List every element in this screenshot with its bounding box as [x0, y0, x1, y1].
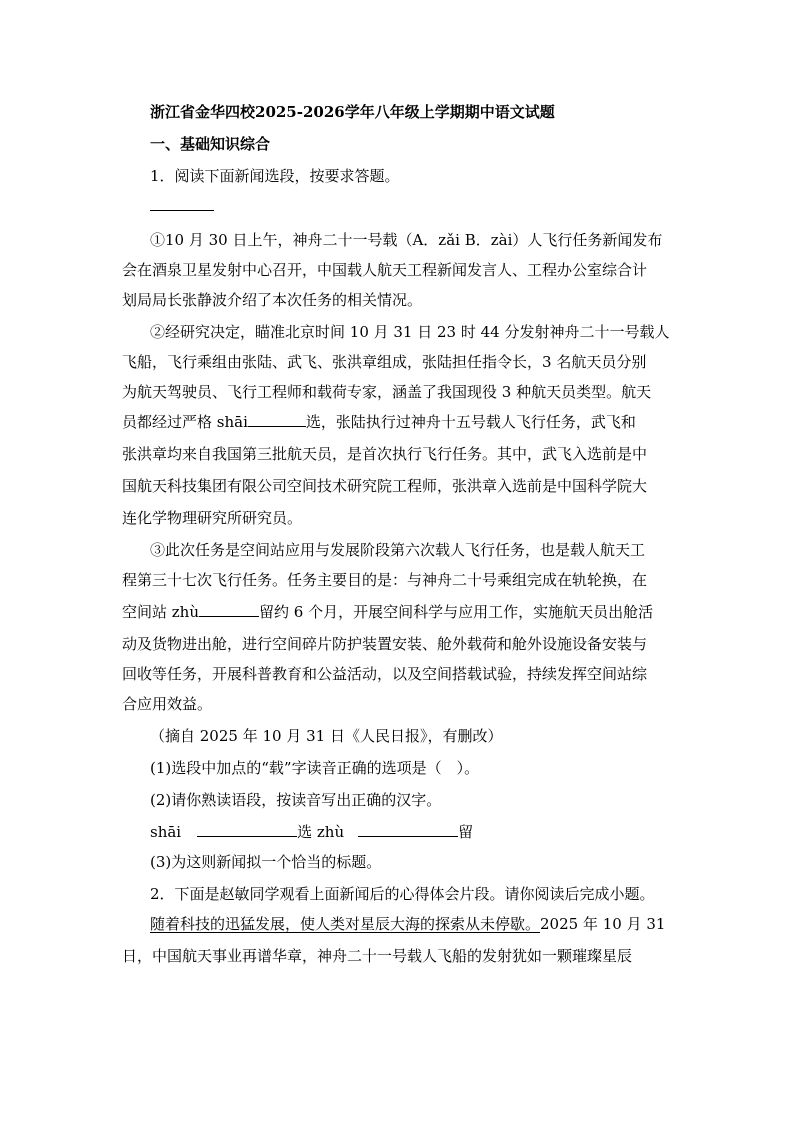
- question-1-stem: 1．阅读下面新闻选段，按要求答题。: [150, 167, 400, 185]
- sub-question-3: (3)为这则新闻拟一个恰当的标题。: [150, 853, 382, 871]
- pinyin-fill-row: [150, 822, 710, 842]
- para2-line5: 张洪章均来自我国第三批航天员，是首次执行飞行任务。其中，武飞入选前是中: [122, 445, 648, 463]
- para3-line4: 动及货物进出舱，进行空间碎片防护装置安装、舱外载荷和舱外设施设备安装与: [122, 635, 648, 653]
- reflection-line1: [150, 914, 710, 934]
- shai-answer-field[interactable]: [197, 822, 297, 837]
- underlined-sentence: 随着科技的迅猛发展，使人类对星辰大海的探索从未停歇。: [150, 915, 541, 933]
- para2-line4-start: 员都经过严格 shāi: [122, 413, 248, 431]
- shai-pinyin: shāi: [150, 823, 182, 841]
- sub-question-1: (1)选段中加点的“载”字读音正确的选项是（ ）。: [150, 759, 480, 777]
- para3-line1: ③此次任务是空间站应用与发展阶段第六次载人飞行任务，也是载人航天工: [150, 541, 646, 559]
- para3-line3-start: 空间站 zhù: [122, 603, 199, 621]
- sub-question-2: (2)请你熟读语段，按读音写出正确的汉字。: [150, 791, 442, 809]
- reflection-line2: 日，中国航天事业再谱华章，神舟二十一号载人飞船的发射犹如一颗璀璨星辰: [122, 947, 633, 965]
- news-source: （摘自 2025 年 10 月 31 日《人民日报》，有删改）: [150, 727, 503, 745]
- question-2-stem: 2．下面是赵敏同学观看上面新闻后的心得体会片段。请你阅读后完成小题。: [150, 885, 655, 903]
- para3-line2: 程第三十七次飞行任务。任务主要目的是：与神舟二十号乘组完成在轨轮换，在: [122, 571, 648, 589]
- para3-line3-end: 留约 6 个月，开展空间科学与应用工作，实施航天员出舱活: [259, 603, 654, 621]
- headline-blank[interactable]: [150, 210, 214, 211]
- para2-line1: ②经研究决定，瞄准北京时间 10 月 31 日 23 时 44 分发射神舟二十一号载人: [150, 323, 670, 341]
- para1-line3: 划局局长张静波介绍了本次任务的相关情况。: [122, 291, 423, 309]
- para2-line2: 飞船，飞行乘组由张陆、武飞、张洪章组成，张陆担任指令长，3 名航天员分别: [122, 353, 647, 371]
- zhu-pinyin: zhù: [316, 823, 345, 841]
- shai-blank[interactable]: [248, 412, 306, 427]
- para2-line4: [122, 412, 682, 432]
- zhu-answer-field[interactable]: [358, 822, 458, 837]
- reflection-line1-tail: 2025 年 10 月 31: [540, 915, 666, 933]
- exam-title: 浙江省金华四校2025-2026学年八年级上学期期中语文试题: [150, 103, 555, 121]
- section-heading: 一、基础知识综合: [150, 135, 271, 153]
- para1-line2: 会在酒泉卫星发射中心召开，中国载人航天工程新闻发言人、工程办公室综合计: [122, 261, 648, 279]
- para2-line3: 为航天驾驶员、飞行工程师和载荷专家，涵盖了我国现役 3 种航天员类型。航天: [122, 383, 652, 401]
- liu-char: 留: [458, 823, 474, 841]
- para3-line3: [122, 602, 682, 622]
- para3-line6: 合应用效益。: [122, 695, 213, 713]
- para1-line1: ①10 月 30 日上午，神舟二十一号载（A．zǎi B．zài）人飞行任务新闻发布: [150, 231, 663, 249]
- para2-line4-end: 选，张陆执行过神舟十五号载人飞行任务，武飞和: [305, 413, 636, 431]
- zhu-blank[interactable]: [199, 602, 259, 617]
- para2-line6: 国航天科技集团有限公司空间技术研究院工程师，张洪章入选前是中国科学院大: [122, 477, 648, 495]
- para2-line7: 连化学物理研究所研究员。: [122, 509, 303, 527]
- xuan-char: 选: [297, 823, 313, 841]
- para3-line5: 回收等任务，开展科普教育和公益活动，以及空间搭载试验，持续发挥空间站综: [122, 665, 648, 683]
